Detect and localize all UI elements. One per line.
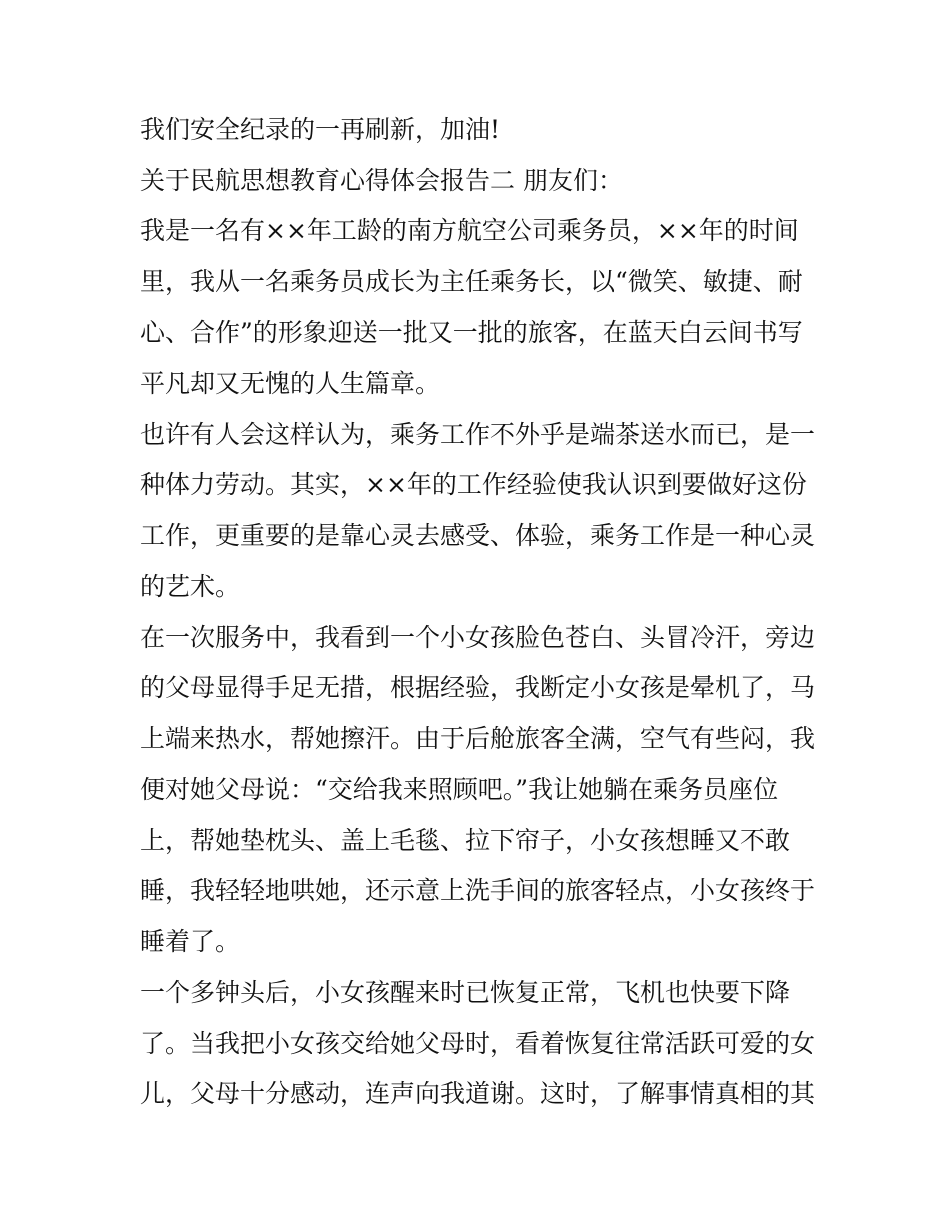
text-line: 我是一名有××年工龄的南方航空公司乘务员，××年的时间 bbox=[140, 216, 799, 245]
text-line: 儿，父母十分感动，连声向我道谢。这时，了解事情真相的其 bbox=[140, 1079, 816, 1108]
text-line: 里，我从一名乘务员成长为主任乘务长，以“微笑、敏捷、耐 bbox=[140, 267, 803, 296]
text-line: 在一次服务中，我看到一个小女孩脸色苍白、头冒冷汗，旁边 bbox=[140, 623, 816, 652]
text-line: 的艺术。 bbox=[140, 572, 241, 601]
text-line: 种体力劳动。其实，××年的工作经验使我认识到要做好这份 bbox=[140, 470, 807, 499]
text-line: 睡着了。 bbox=[140, 927, 241, 956]
text-line: 上，帮她垫枕头、盖上毛毯、拉下帘子，小女孩想睡又不敢 bbox=[140, 826, 791, 855]
text-line: 关于民航思想教育心得体会报告二 朋友们： bbox=[140, 166, 623, 195]
text-line: 睡，我轻轻地哄她，还示意上洗手间的旅客轻点，小女孩终于 bbox=[140, 876, 816, 905]
text-line: 心、合作”的形象迎送一批又一批的旅客，在蓝天白云间书写 bbox=[140, 318, 803, 347]
text-line: 一个多钟头后，小女孩醒来时已恢复正常，飞机也快要下降 bbox=[140, 978, 791, 1007]
text-line: 上端来热水，帮她擦汗。由于后舱旅客全满，空气有些闷，我 bbox=[140, 724, 816, 753]
text-line: 工作，更重要的是靠心灵去感受、体验，乘务工作是一种心灵 bbox=[140, 521, 816, 550]
text-line: 平凡却又无愧的人生篇章。 bbox=[140, 369, 441, 398]
text-line: 了。当我把小女孩交给她父母时，看着恢复往常活跃可爱的女 bbox=[140, 1029, 816, 1058]
text-line: 的父母显得手足无措，根据经验，我断定小女孩是晕机了，马 bbox=[140, 673, 816, 702]
text-line: 也许有人会这样认为，乘务工作不外乎是端茶送水而已，是一 bbox=[140, 420, 816, 449]
text-line: 便对她父母说：“交给我来照顾吧。”我让她躺在乘务员座位 bbox=[140, 775, 779, 804]
text-line: 我们安全纪录的一再刷新，加油! bbox=[140, 115, 501, 144]
